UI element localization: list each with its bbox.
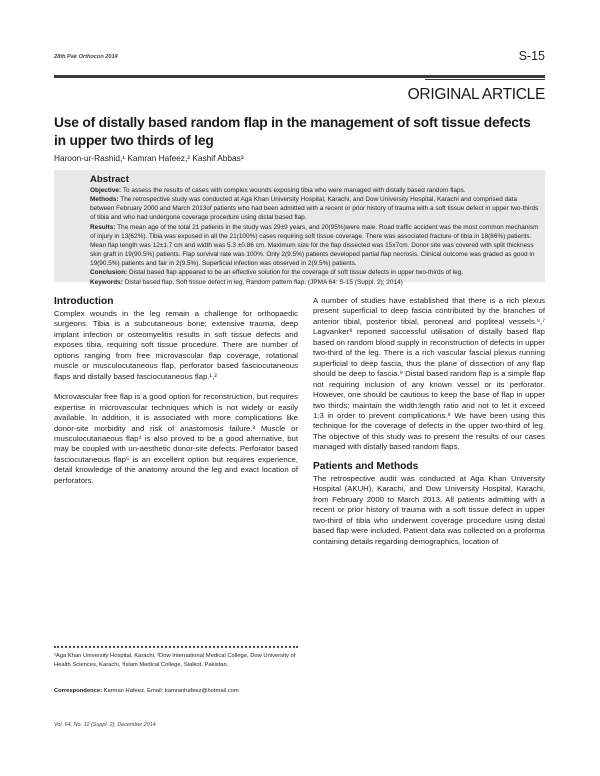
patients-methods-paragraph-1: The retrospective audit was conducted at Aga Khan University Hospital (AKUH), Karachi, and Dow University Hospital, Karachi, from February 2000 to March 2013. All patients admitting with a recent or prior history of trauma with a soft tissue defect in upper two-third of tibia who underwent coverage procedure using distal based flap were included. Patient data was collected on a proforma containing details regarding demographics, location of <box>313 473 545 546</box>
abstract-conclusion <box>90 268 542 277</box>
keywords-text: Distal based flap, Soft tissue defect in leg, Random pattern flap. (JPMA 64: S-15 (Suppl. 2); 2014) <box>122 278 403 286</box>
introduction-heading: Introduction <box>54 296 114 307</box>
article-authors: Haroon-ur-Rashid,¹ Kamran Hafeez,² Kashif Abbas³ <box>54 153 244 163</box>
issue-footer: Vol. 64, No. 12 (Suppl. 2), December 2014 <box>54 722 156 728</box>
introduction-paragraph-3: A number of studies have established that there is a rich plexus present superficial to deep fascia contributed by the branches of anterior tibial, posterior tibial, peroneal and popliteal vessels.⁶,⁷ Lagvanker⁸ reported successful utilisation of distally based flap based on random blood supply in reconstruction of defects in upper two-third of the leg. There is a rich vascular fascial plexus running superficial to deep fascia, thus the plane of dissection of any flap should be deep to fascia.⁹ Distal based random flap is a simple flap not requiring inclusion of any known vessel or its perforator. However, one should be cautious to keep the base of flap in upper two thirds; maintain the width:length ratio and not to let it exceed 1:3 in order to prevent complications.⁸ We have been using this technique for the coverage of defects in the upper two-third of leg. The objective of this study was to present the results of our cases managed with distally based random flaps. <box>313 296 545 452</box>
results-label: Results: <box>90 223 116 231</box>
correspondence-label: Correspondence: <box>54 688 102 694</box>
keywords-label: Keywords: <box>90 278 123 286</box>
introduction-paragraph-2: Microvascular free flap is a good option for reconstruction, but requires expertise in microvascular techniques which is not widely or easily available. In addition, it is associated with more complications like donor-site morbidity and risk of anastomosis failure.³ Muscle or musculocutanaeous flap⁴ is also proved to be a good alternative, but may be coupled with un-aesthetic donor-site defects. Perforator based fasciocutaneous flap⁵ is an excellent option but requires experience, detail knowledge of the anatomy around the leg and exact location of perforators. <box>54 392 298 485</box>
methods-label: Methods: <box>90 196 119 204</box>
abstract-results <box>90 223 542 269</box>
abstract-keywords <box>90 278 542 287</box>
patients-methods-heading: Patients and Methods <box>313 460 419 472</box>
objective-text: To assess the results of cases with complex wounds exposing tibia who were managed with distally based random flaps. <box>121 187 466 194</box>
objective-label: Objective: <box>90 187 122 194</box>
abstract-methods <box>90 195 542 222</box>
abstract-objective <box>90 186 542 195</box>
correspondence-text: Kamran Hafeez. Email: kamranhafeez@hotmail.com <box>102 688 239 694</box>
footnote-divider <box>54 646 298 648</box>
conclusion-text: Distal based flap appeared to be an effective solution for the coverage of soft tissue defects in upper two-thirds of leg. <box>127 269 464 277</box>
methods-text: The retrospective study was conducted at Aga Khan University Hospital, Karachi, and Dow University Hospital, Karachi and comprised data between February 2000 and March 2013of patients who had been admitted with a recent or prior history of trauma with a soft tissue defect in upper two-thirds of tibia and who had undergone coverage procedure using distal based flap. <box>90 196 539 222</box>
header-rule <box>54 75 545 78</box>
right-column <box>313 296 545 547</box>
affiliations-footnote: ¹Aga Khan University Hospital, Karachi, ²Dow International Medical College, Dow University of Health Sciences, Karachi, ³Islam Medical College, Sialkot, Pakistan. <box>54 653 296 668</box>
page-number: S-15 <box>518 49 545 63</box>
article-title: Use of distally based random flap in the management of soft tissue defects in upper two thirds of leg <box>54 115 531 148</box>
abstract-heading: Abstract <box>90 174 129 185</box>
introduction-paragraph-1: Complex wounds in the leg remain a challenge for orthopaedic surgeons. Tibia is a subcutaneous bone; extensive trauma, deep implant infection or osteomyelitis results in soft tissue defects and exposes tibia, requiring soft tissue procedure. There are number of options ranging from free microvascular flap coverage, rotational muscle or musculocutaneous flap, perforator based fasciocutaneous flaps and distally based fasciocutaneous flap.¹,² <box>54 309 298 381</box>
conclusion-label: Conclusion: <box>90 269 128 277</box>
section-label: ORIGINAL ARTICLE <box>407 86 545 103</box>
results-text: The mean age of the total 21 patients in the study was 29±9 years, and 20(95%)were male. Road traffic accident was the most common mechanism of injury in 13(62%). Tibia was exposed in all the 21(100%) cases requiring soft tissue coverage. There was associated fracture of tibia in 18(86%) patients. Mean flap length was 12±1.7 cm and width was 5.3 ±0.86 cm. Maximum size for the flap dissected was 15x7cm. Donor site was covered with split thickness skin graft in 19(90.5%) patients. Flap survival rate was 100%. Only 2(9.5%) patients developed partial flap necrosis. Clinical outcome was graded as good in 19(90.5%) patients and fair in 2(9.5%). Superficial infection was observed in 2(9.5%) patients. <box>90 223 539 268</box>
abstract-body <box>90 186 542 287</box>
left-column <box>54 296 298 486</box>
correspondence-footnote <box>54 688 298 694</box>
header-thin-rule <box>425 79 545 80</box>
running-head: 28th Pak Orthocon 2014 <box>54 54 118 60</box>
